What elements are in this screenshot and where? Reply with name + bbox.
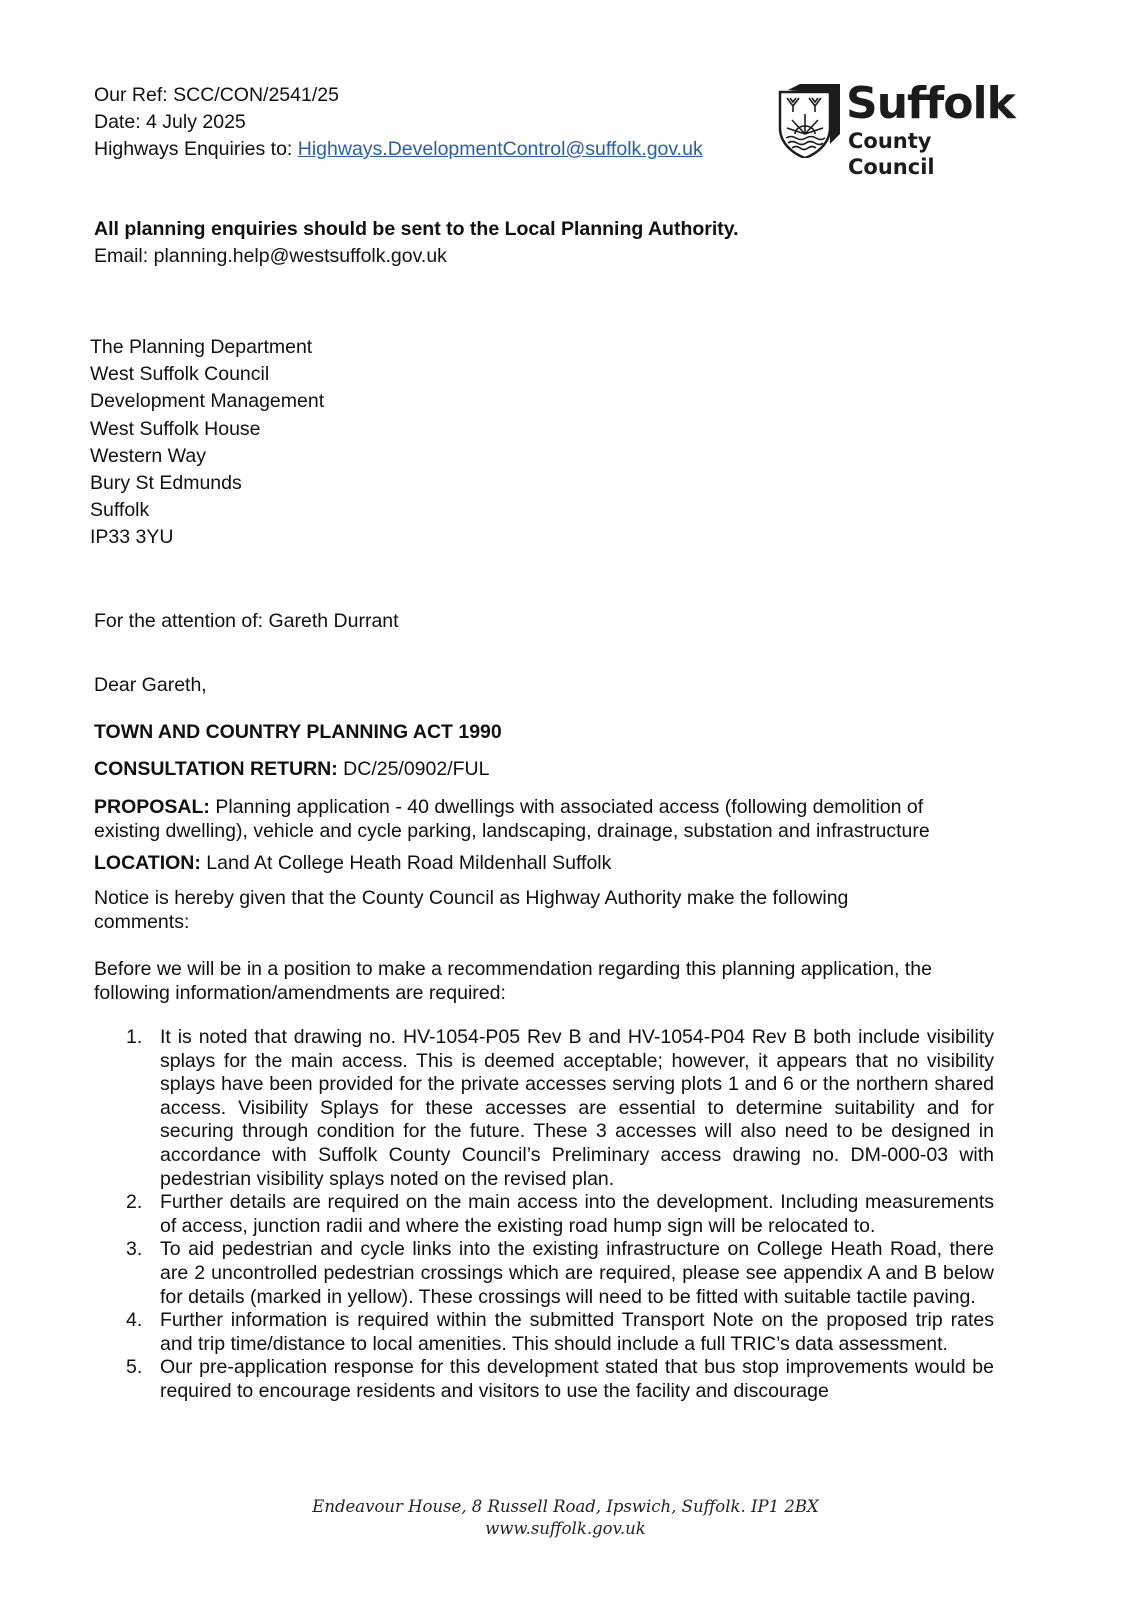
list-item-number: 2. <box>126 1191 143 1214</box>
address-line: West Suffolk Council <box>90 363 270 386</box>
date-label: Date: <box>94 111 141 133</box>
proposal-value: Planning application - 40 dwellings with associated access (following demolition of existing dwelling), vehicle and cycle parking, landscaping, drainage, substation and infrastructure <box>94 796 930 842</box>
salutation: Dear Gareth, <box>94 674 207 696</box>
proposal-label: PROPOSAL: <box>94 796 210 818</box>
logo-subtitle: County Council <box>848 129 935 179</box>
list-item-text: Further details are required on the main access into the development. Including measurements of access, junction radii and where the existing road hump sign will be relocated to. <box>160 1191 994 1237</box>
list-item-text: Our pre-application response for this development stated that bus stop improvements would be required to encourage residents and visitors to use the facility and discourage <box>160 1356 994 1402</box>
requirements-list <box>94 1026 994 1404</box>
act-heading: TOWN AND COUNTRY PLANNING ACT 1990 <box>94 721 502 743</box>
ref-value: SCC/CON/2541/25 <box>173 84 339 106</box>
list-item <box>94 1026 994 1191</box>
notice-email-line: Email: planning.help@westsuffolk.gov.uk <box>94 245 447 267</box>
attention-line: For the attention of: Gareth Durrant <box>94 610 399 632</box>
list-item <box>94 1191 994 1238</box>
consultation-label: CONSULTATION RETURN: <box>94 758 338 780</box>
notice-bold-line: All planning enquiries should be sent to the Local Planning Authority. <box>94 218 739 240</box>
recipient-address <box>90 334 324 552</box>
address-line: Development Management <box>90 390 325 413</box>
list-item-number: 3. <box>126 1238 143 1261</box>
enquiries-label: Highways Enquiries to: <box>94 138 293 160</box>
address-line: IP33 3YU <box>90 526 174 549</box>
notice-paragraph <box>94 886 914 934</box>
list-item-text: Further information is required within the submitted Transport Note on the proposed trip rates and trip time/distance to local amenities. This should include a full TRIC’s data assessment. <box>160 1309 994 1355</box>
planning-notice <box>94 216 739 270</box>
letter-date <box>94 109 703 136</box>
location-value: Land At College Heath Road Mildenhall Suffolk <box>200 852 612 874</box>
list-item-text: It is noted that drawing no. HV-1054-P05 Rev B and HV-1054-P04 Rev B both include visibility splays for the main access. This is deemed acceptable; however, it appears that no visibility splays have been provided for the private accesses serving plots 1 and 6 or the northern shared access. Visibility Splays for these accesses are essential to determine suitability and for securing through condition for the future. These 3 accesses will also need to be designed in accordance with Suffolk County Council’s Preliminary access drawing no. DM-000-03 with pedestrian visibility splays noted on the revised plan. <box>160 1026 994 1190</box>
highways-enquiries <box>94 136 703 163</box>
list-item <box>94 1309 994 1356</box>
address-line: The Planning Department <box>90 336 313 358</box>
ref-label: Our Ref: <box>94 84 168 106</box>
address-line: Bury St Edmunds <box>90 472 242 495</box>
list-item-number: 1. <box>126 1026 143 1048</box>
suffolk-county-council-logo <box>778 78 1018 179</box>
list-item-text: To aid pedestrian and cycle links into the existing infrastructure on College Heath Road, there are 2 uncontrolled pedestrian crossings which are required, please see appendix A and B below for details (marked in yellow). These crossings will need to be fitted with suitable tactile paving. <box>160 1238 994 1308</box>
our-ref <box>94 82 703 109</box>
consultation-value: DC/25/0902/FUL <box>337 758 490 780</box>
reference-block <box>94 82 703 163</box>
intro-paragraph <box>94 957 994 1005</box>
address-line: Suffolk <box>90 499 150 522</box>
consultation-return <box>94 756 489 783</box>
footer-address: Endeavour House, 8 Russell Road, Ipswich, Suffolk. IP1 2BX <box>312 1497 819 1516</box>
highways-email-link[interactable]: Highways.DevelopmentControl@suffolk.gov.uk <box>297 138 703 160</box>
suffolk-crest-icon <box>778 84 840 158</box>
intro-paragraph-text: Before we will be in a position to make a recommendation regarding this planning application, the following information/amendments are required: <box>94 958 932 1004</box>
page-footer <box>0 1496 1131 1540</box>
proposal <box>94 795 994 843</box>
logo-brand: Suffolk <box>846 78 1015 129</box>
location-label: LOCATION: <box>94 852 201 874</box>
list-item <box>94 1356 994 1403</box>
footer-website: www.suffolk.gov.uk <box>485 1519 646 1538</box>
date-value: 4 July 2025 <box>146 111 246 133</box>
notice-paragraph-text: Notice is hereby given that the County Council as Highway Authority make the following comments: <box>94 887 849 933</box>
address-line: West Suffolk House <box>90 417 261 440</box>
address-line: Western Way <box>90 444 206 467</box>
list-item-number: 4. <box>126 1309 143 1332</box>
location <box>94 850 611 877</box>
list-item <box>94 1238 994 1309</box>
list-item-number: 5. <box>126 1356 143 1379</box>
